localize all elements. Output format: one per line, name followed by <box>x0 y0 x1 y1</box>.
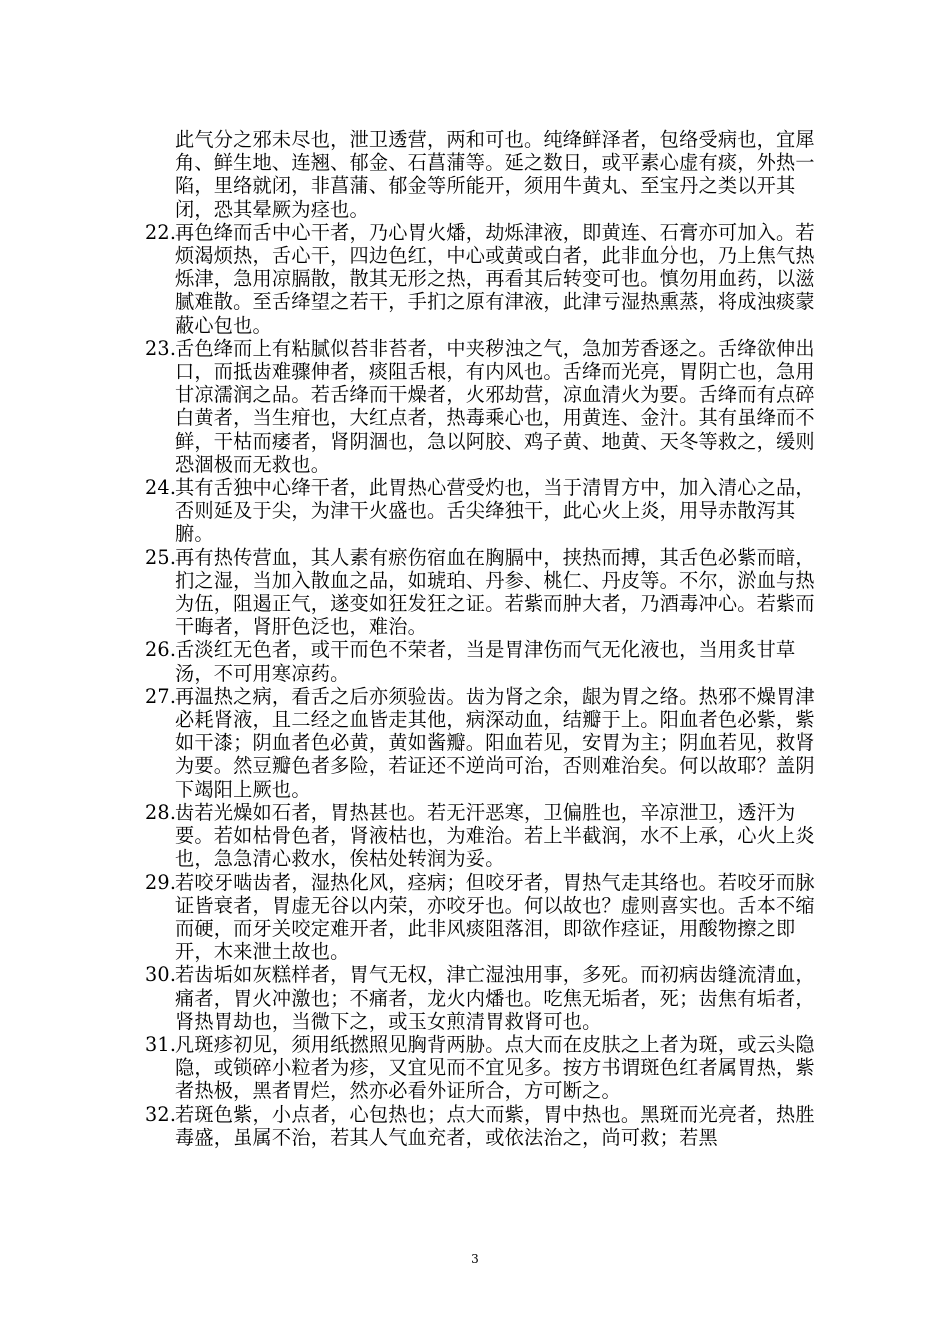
item-number: 23. <box>145 336 177 360</box>
list-item <box>145 476 827 546</box>
item-number: 22. <box>145 220 177 244</box>
item-text: 再有热传营血，其人素有瘀伤宿血在胸膈中，挟热而搏，其舌色必紫而暗，扪之湿，当加入散血之品，如琥珀、丹参、桃仁、丹皮等。不尔，淤血与热为伍，阻遏正气，遂变如狂发狂之证。若紫而肿大者，乃酒毒冲心。若紫而干晦者，肾肝色泛也，难治。 <box>175 545 815 639</box>
item-number: 25. <box>145 545 177 569</box>
list-item <box>145 963 827 1033</box>
list-item <box>145 1103 827 1149</box>
item-number: 29. <box>145 870 177 894</box>
item-number: 28. <box>145 800 177 824</box>
item-number: 26. <box>145 638 177 662</box>
item-text: 凡斑疹初见，须用纸撚照见胸背两胁。点大而在皮肤之上者为斑，或云头隐隐，或锁碎小粒者为疹，又宜见而不宜见多。按方书谓斑色红者属胃热，紫者热极，黑者胃烂，然亦必看外证所合，方可断之。 <box>175 1032 815 1103</box>
list-item <box>145 221 827 337</box>
list-item <box>145 1033 827 1103</box>
item-number: 27. <box>145 684 177 708</box>
item-number: 32. <box>145 1102 177 1126</box>
item-text: 再温热之病，看舌之后亦须验齿。齿为肾之余，龈为胃之络。热邪不燥胃津必耗肾液，且二经之血皆走其他，病深动血，结瓣于上。阳血者色必紫，紫如干漆；阴血者色必黄，黄如酱瓣。阳血若见，安胃为主；阴血若见，救肾为要。然豆瓣色者多险，若证还不逆尚可治，否则难治矣。何以故耶？盖阴下竭阳上厥也。 <box>175 684 815 801</box>
intro-paragraph: 此气分之邪未尽也，泄卫透营，两和可也。纯绛鲜泽者，包络受病也，宜犀角、鲜生地、连翘、郁金、石菖蒲等。延之数日，或平素心虚有痰，外热一陷，里络就闭，非菖蒲、郁金等所能开，须用牛黄丸、至宝丹之类以开其闭，恐其晕厥为痉也。 <box>175 128 815 221</box>
list-item <box>145 801 827 871</box>
list-item <box>145 638 827 684</box>
list-item <box>145 337 827 476</box>
item-number: 31. <box>145 1032 177 1056</box>
list-item <box>145 871 827 964</box>
item-text: 若斑色紫，小点者，心包热也；点大而紫，胃中热也。黑斑而光亮者，热胜毒盛，虽属不治，若其人气血充者，或依法治之，尚可救；若黑 <box>175 1102 815 1149</box>
item-text: 其有舌独中心绛干者，此胃热心营受灼也，当于清胃方中，加入清心之品，否则延及于尖，为津干火盛也。舌尖绛独干，此心火上炎，用导赤散泻其腑。 <box>175 476 815 546</box>
item-number: 24. <box>145 476 177 500</box>
item-text: 舌淡红无色者，或干而色不荣者，当是胃津伤而气无化液也，当用炙甘草汤，不可用寒凉药。 <box>175 638 796 685</box>
item-text: 若咬牙啮齿者，湿热化风，痉病；但咬牙者，胃热气走其络也。若咬牙而脉证皆衰者，胃虚无谷以内荣，亦咬牙也。何以故也？虚则喜实也。舌本不缩而硬，而牙关咬定难开者，此非风痰阻落泪，即欲作痉证，用酸物擦之即开，木来泄土故也。 <box>175 870 815 964</box>
item-text: 再色绛而舌中心干者，乃心胃火燔，劫烁津液，即黄连、石膏亦可加入。若烦渴烦热，舌心干，四边色红，中心或黄或白者，此非血分也，乃上焦气热烁津，急用凉膈散，散其无形之热，再看其后转变可也。慎勿用血药，以滋腻难散。至舌绛望之若干，手扪之原有津液，此津亏湿热熏蒸，将成浊痰蒙蔽心包也。 <box>175 220 815 337</box>
list-item <box>145 546 827 639</box>
item-text: 舌色绛而上有粘腻似苔非苔者，中夹秽浊之气，急加芳香逐之。舌绛欲伸出口，而抵齿难骤伸者，痰阻舌根，有内风也。舌绛而光亮，胃阴亡也，急用甘凉濡润之品。若舌绛而干燥者，火邪劫营，凉血清火为要。舌绛而有点碎白黄者，当生疳也，大红点者，热毒乘心也，用黄连、金汁。其有虽绛而不鲜，干枯而痿者，肾阴涸也，急以阿胶、鸡子黄、地黄、天冬等救之，缓则恐涸极而无救也。 <box>175 336 815 476</box>
item-text: 若齿垢如灰糕样者，胃气无权，津亡湿浊用事，多死。而初病齿缝流清血，痛者，胃火冲激也；不痛者，龙火内燔也。吃焦无垢者，死；齿焦有垢者，肾热胃劫也，当微下之，或玉女煎清胃救肾可也。 <box>175 963 815 1033</box>
numbered-list <box>145 221 827 1149</box>
document-body <box>145 128 827 1149</box>
item-text: 齿若光燥如石者，胃热甚也。若无汗恶寒，卫偏胜也，辛凉泄卫，透汗为要。若如枯骨色者，肾液枯也，为难治。若上半截润，水不上承，心火上炎也，急急清心救水，俟枯处转润为妥。 <box>175 800 815 871</box>
item-number: 30. <box>145 963 177 987</box>
list-item <box>145 685 827 801</box>
page-number: 3 <box>471 1252 479 1266</box>
